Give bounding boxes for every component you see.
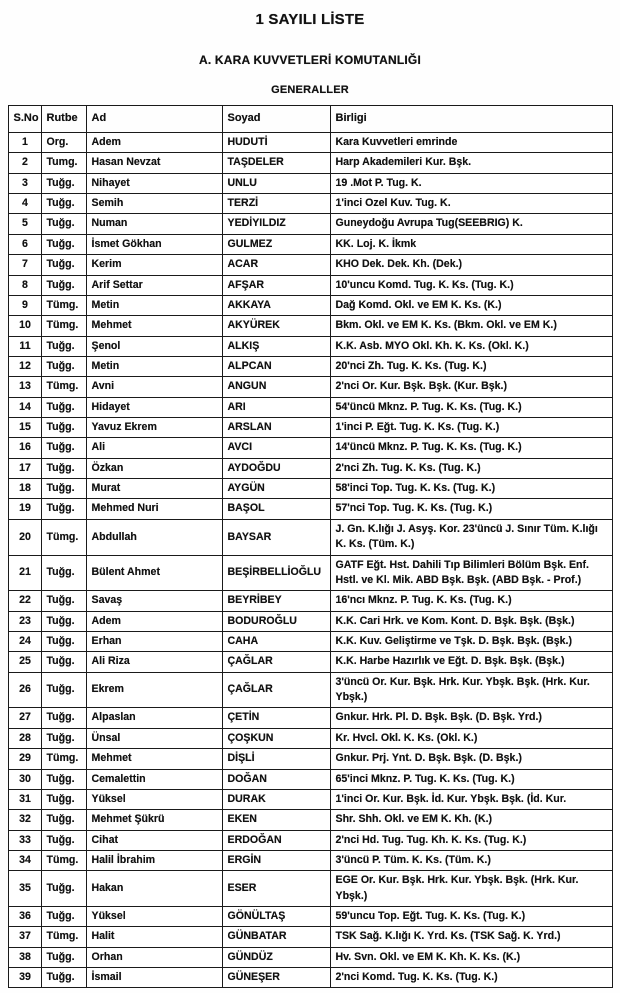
surname-cell: ERDOĞAN: [222, 830, 330, 850]
unit-cell: 65'inci Mknz. P. Tug. K. Ks. (Tug. K.): [330, 769, 612, 789]
rank-cell: Tuğg.: [41, 214, 86, 234]
rank-cell: Tuğg.: [41, 499, 86, 519]
sno-cell: 10: [8, 316, 41, 336]
rank-cell: Tumg.: [41, 153, 86, 173]
sno-cell: 25: [8, 652, 41, 672]
surname-cell: ESER: [222, 871, 330, 907]
unit-cell: K.K. Cari Hrk. ve Kom. Kont. D. Bşk. Bşk. (Bşk.): [330, 611, 612, 631]
firstname-cell: Alpaslan: [86, 708, 222, 728]
surname-cell: UNLU: [222, 173, 330, 193]
rank-cell: Tümg.: [41, 749, 86, 769]
surname-cell: BEYRİBEY: [222, 591, 330, 611]
rank-cell: Tümg.: [41, 850, 86, 870]
firstname-cell: Kerim: [86, 255, 222, 275]
firstname-cell: Yüksel: [86, 789, 222, 809]
surname-cell: AYDOĞDU: [222, 458, 330, 478]
rank-cell: Tuğg.: [41, 968, 86, 988]
sno-cell: 31: [8, 789, 41, 809]
surname-cell: ÇOŞKUN: [222, 728, 330, 748]
unit-cell: 1'inci Ozel Kuv. Tug. K.: [330, 194, 612, 214]
surname-cell: ERGİN: [222, 850, 330, 870]
firstname-cell: Orhan: [86, 947, 222, 967]
rank-cell: Tuğg.: [41, 418, 86, 438]
sno-cell: 18: [8, 479, 41, 499]
unit-cell: Kr. Hvcl. Okl. K. Ks. (Okl. K.): [330, 728, 612, 748]
sno-cell: 21: [8, 555, 41, 591]
table-row: [8, 438, 612, 458]
surname-cell: ARI: [222, 397, 330, 417]
sno-cell: 27: [8, 708, 41, 728]
header-sno: S.No: [8, 106, 41, 133]
sno-cell: 2: [8, 153, 41, 173]
sno-cell: 16: [8, 438, 41, 458]
firstname-cell: Arif Settar: [86, 275, 222, 295]
firstname-cell: Numan: [86, 214, 222, 234]
table-row: [8, 499, 612, 519]
firstname-cell: Erhan: [86, 631, 222, 651]
table-row: [8, 555, 612, 591]
unit-cell: 59'uncu Top. Eğt. Tug. K. Ks. (Tug. K.): [330, 907, 612, 927]
table-row: [8, 295, 612, 315]
firstname-cell: Savaş: [86, 591, 222, 611]
sno-cell: 5: [8, 214, 41, 234]
unit-cell: 3'üncü Or. Kur. Bşk. Hrk. Kur. Ybşk. Bşk. (Hrk. Kur. Ybşk.): [330, 672, 612, 708]
unit-cell: 58'inci Top. Tug. K. Ks. (Tug. K.): [330, 479, 612, 499]
firstname-cell: Adem: [86, 611, 222, 631]
sno-cell: 11: [8, 336, 41, 356]
surname-cell: AVCI: [222, 438, 330, 458]
sno-cell: 37: [8, 927, 41, 947]
sno-cell: 32: [8, 810, 41, 830]
table-row: [8, 810, 612, 830]
surname-cell: ALKIŞ: [222, 336, 330, 356]
rank-cell: Tuğg.: [41, 336, 86, 356]
rank-cell: Tuğg.: [41, 728, 86, 748]
surname-cell: GÜNBATAR: [222, 927, 330, 947]
table-row: [8, 255, 612, 275]
section-heading: GENERALLER: [271, 84, 349, 96]
sno-cell: 13: [8, 377, 41, 397]
table-row: [8, 652, 612, 672]
firstname-cell: Hakan: [86, 871, 222, 907]
rank-cell: Tuğg.: [41, 830, 86, 850]
rank-cell: Tuğg.: [41, 810, 86, 830]
header-row: [8, 106, 612, 133]
unit-cell: Dağ Komd. Okl. ve EM K. Ks. (K.): [330, 295, 612, 315]
surname-cell: ALPCAN: [222, 356, 330, 376]
rank-cell: Tümg.: [41, 927, 86, 947]
firstname-cell: Özkan: [86, 458, 222, 478]
unit-cell: Gnkur. Prj. Ynt. D. Bşk. Bşk. (D. Bşk.): [330, 749, 612, 769]
surname-cell: BEŞİRBELLİOĞLU: [222, 555, 330, 591]
rank-cell: Tuğg.: [41, 397, 86, 417]
sno-cell: 30: [8, 769, 41, 789]
rank-cell: Org.: [41, 133, 86, 153]
firstname-cell: Semih: [86, 194, 222, 214]
firstname-cell: Hasan Nevzat: [86, 153, 222, 173]
table-row: [8, 173, 612, 193]
firstname-cell: Yavuz Ekrem: [86, 418, 222, 438]
sno-cell: 1: [8, 133, 41, 153]
rank-cell: Tuğg.: [41, 907, 86, 927]
page-subtitle: A. KARA KUVVETLERİ KOMUTANLIĞI: [199, 53, 421, 67]
surname-cell: GULMEZ: [222, 234, 330, 254]
rank-cell: Tuğg.: [41, 173, 86, 193]
rank-cell: Tuğg.: [41, 255, 86, 275]
surname-cell: ÇAĞLAR: [222, 672, 330, 708]
sno-cell: 8: [8, 275, 41, 295]
table-row: [8, 234, 612, 254]
sno-cell: 9: [8, 295, 41, 315]
unit-cell: GATF Eğt. Hst. Dahili Tıp Bilimleri Bölüm Bşk. Enf. Hstl. ve Kl. Mik. ABD Bşk. Bşk. (ABD Bşk. - Prof.): [330, 555, 612, 591]
firstname-cell: İsmet Gökhan: [86, 234, 222, 254]
surname-cell: ÇETİN: [222, 708, 330, 728]
sno-cell: 14: [8, 397, 41, 417]
surname-cell: AKYÜREK: [222, 316, 330, 336]
table-row: [8, 850, 612, 870]
generals-table: [8, 105, 613, 988]
unit-cell: 19 .Mot P. Tug. K.: [330, 173, 612, 193]
surname-cell: BAYSAR: [222, 519, 330, 555]
rank-cell: Tuğg.: [41, 708, 86, 728]
table-row: [8, 153, 612, 173]
unit-cell: 57'nci Top. Tug. K. Ks. (Tug. K.): [330, 499, 612, 519]
unit-cell: Kara Kuvvetleri emrinde: [330, 133, 612, 153]
table-header: [8, 106, 612, 133]
rank-cell: Tuğg.: [41, 871, 86, 907]
sno-cell: 20: [8, 519, 41, 555]
surname-cell: BAŞOL: [222, 499, 330, 519]
surname-cell: AKKAYA: [222, 295, 330, 315]
sno-cell: 6: [8, 234, 41, 254]
firstname-cell: Adem: [86, 133, 222, 153]
unit-cell: 2'nci Or. Kur. Bşk. Bşk. (Kur. Bşk.): [330, 377, 612, 397]
firstname-cell: Mehmed Nuri: [86, 499, 222, 519]
scanned-document-page: [0, 11, 620, 993]
firstname-cell: Yüksel: [86, 907, 222, 927]
table-row: [8, 708, 612, 728]
table-row: [8, 316, 612, 336]
table-row: [8, 947, 612, 967]
surname-cell: GÜNDÜZ: [222, 947, 330, 967]
surname-cell: GÜNEŞER: [222, 968, 330, 988]
sno-cell: 39: [8, 968, 41, 988]
surname-cell: HUDUTİ: [222, 133, 330, 153]
surname-cell: ANGUN: [222, 377, 330, 397]
sno-cell: 24: [8, 631, 41, 651]
sno-cell: 36: [8, 907, 41, 927]
table-row: [8, 458, 612, 478]
sno-cell: 22: [8, 591, 41, 611]
unit-cell: Shr. Shh. Okl. ve EM K. Kh. (K.): [330, 810, 612, 830]
firstname-cell: Cemalettin: [86, 769, 222, 789]
unit-cell: 20'nci Zh. Tug. K. Ks. (Tug. K.): [330, 356, 612, 376]
table-row: [8, 871, 612, 907]
sno-cell: 17: [8, 458, 41, 478]
sno-cell: 7: [8, 255, 41, 275]
sno-cell: 23: [8, 611, 41, 631]
table-row: [8, 968, 612, 988]
table-row: [8, 728, 612, 748]
firstname-cell: İsmail: [86, 968, 222, 988]
table-row: [8, 377, 612, 397]
firstname-cell: Ekrem: [86, 672, 222, 708]
surname-cell: YEDİYILDIZ: [222, 214, 330, 234]
rank-cell: Tümg.: [41, 519, 86, 555]
unit-cell: J. Gn. K.lığı J. Asyş. Kor. 23'üncü J. Sınır Tüm. K.lığı K. Ks. (Tüm. K.): [330, 519, 612, 555]
firstname-cell: Nihayet: [86, 173, 222, 193]
rank-cell: Tuğg.: [41, 234, 86, 254]
unit-cell: TSK Sağ. K.lığı K. Yrd. Ks. (TSK Sağ. K. Yrd.): [330, 927, 612, 947]
sno-cell: 3: [8, 173, 41, 193]
firstname-cell: Bülent Ahmet: [86, 555, 222, 591]
unit-cell: KK. Loj. K. İkmk: [330, 234, 612, 254]
unit-cell: Hv. Svn. Okl. ve EM K. Kh. K. Ks. (K.): [330, 947, 612, 967]
unit-cell: K.K. Asb. MYO Okl. Kh. K. Ks. (Okl. K.): [330, 336, 612, 356]
table-row: [8, 336, 612, 356]
sno-cell: 35: [8, 871, 41, 907]
rank-cell: Tuğg.: [41, 591, 86, 611]
table-row: [8, 631, 612, 651]
table-row: [8, 356, 612, 376]
rank-cell: Tuğg.: [41, 194, 86, 214]
unit-cell: 3'üncü P. Tüm. K. Ks. (Tüm. K.): [330, 850, 612, 870]
table-row: [8, 749, 612, 769]
firstname-cell: Mehmet Şükrü: [86, 810, 222, 830]
header-first: Ad: [86, 106, 222, 133]
rank-cell: Tuğg.: [41, 769, 86, 789]
firstname-cell: Abdullah: [86, 519, 222, 555]
sno-cell: 4: [8, 194, 41, 214]
firstname-cell: Şenol: [86, 336, 222, 356]
surname-cell: BODUROĞLU: [222, 611, 330, 631]
surname-cell: ACAR: [222, 255, 330, 275]
header-surname: Soyad: [222, 106, 330, 133]
surname-cell: CAHA: [222, 631, 330, 651]
sno-cell: 19: [8, 499, 41, 519]
firstname-cell: Mehmet: [86, 316, 222, 336]
unit-cell: Harp Akademileri Kur. Bşk.: [330, 153, 612, 173]
rank-cell: Tuğg.: [41, 631, 86, 651]
surname-cell: AYGÜN: [222, 479, 330, 499]
rank-cell: Tuğg.: [41, 438, 86, 458]
page-title: 1 SAYILI LİSTE: [255, 11, 365, 28]
firstname-cell: Ünsal: [86, 728, 222, 748]
rank-cell: Tuğg.: [41, 672, 86, 708]
table-row: [8, 611, 612, 631]
table-row: [8, 672, 612, 708]
unit-cell: 16'ncı Mknz. P. Tug. K. Ks. (Tug. K.): [330, 591, 612, 611]
unit-cell: 1'inci Or. Kur. Bşk. İd. Kur. Ybşk. Bşk. (İd. Kur.: [330, 789, 612, 809]
rank-cell: Tuğg.: [41, 458, 86, 478]
unit-cell: EGE Or. Kur. Bşk. Hrk. Kur. Ybşk. Bşk. (Hrk. Kur. Ybşk.): [330, 871, 612, 907]
table-row: [8, 194, 612, 214]
table-row: [8, 397, 612, 417]
table-row: [8, 789, 612, 809]
rank-cell: Tümg.: [41, 316, 86, 336]
unit-cell: 2'nci Komd. Tug. K. Ks. (Tug. K.): [330, 968, 612, 988]
firstname-cell: Metin: [86, 356, 222, 376]
surname-cell: EKEN: [222, 810, 330, 830]
unit-cell: 2'nci Hd. Tug. Tug. Kh. K. Ks. (Tug. K.): [330, 830, 612, 850]
sno-cell: 26: [8, 672, 41, 708]
firstname-cell: Ali Riza: [86, 652, 222, 672]
sno-cell: 28: [8, 728, 41, 748]
sno-cell: 29: [8, 749, 41, 769]
firstname-cell: Cihat: [86, 830, 222, 850]
rank-cell: Tuğg.: [41, 947, 86, 967]
header-rank: Rutbe: [41, 106, 86, 133]
table-row: [8, 275, 612, 295]
surname-cell: DOĞAN: [222, 769, 330, 789]
table-row: [8, 907, 612, 927]
table-row: [8, 133, 612, 153]
unit-cell: Gnkur. Hrk. Pl. D. Bşk. Bşk. (D. Bşk. Yrd.): [330, 708, 612, 728]
table-row: [8, 927, 612, 947]
firstname-cell: Halit: [86, 927, 222, 947]
unit-cell: 10'uncu Komd. Tug. K. Ks. (Tug. K.): [330, 275, 612, 295]
table-row: [8, 418, 612, 438]
firstname-cell: Murat: [86, 479, 222, 499]
sno-cell: 15: [8, 418, 41, 438]
firstname-cell: Avni: [86, 377, 222, 397]
rank-cell: Tuğg.: [41, 652, 86, 672]
rank-cell: Tümg.: [41, 377, 86, 397]
surname-cell: ÇAĞLAR: [222, 652, 330, 672]
table-row: [8, 769, 612, 789]
table-row: [8, 214, 612, 234]
table-row: [8, 830, 612, 850]
firstname-cell: Halil İbrahim: [86, 850, 222, 870]
rank-cell: Tuğg.: [41, 356, 86, 376]
unit-cell: 14'üncü Mknz. P. Tug. K. Ks. (Tug. K.): [330, 438, 612, 458]
table-row: [8, 519, 612, 555]
rank-cell: Tümg.: [41, 295, 86, 315]
surname-cell: GÖNÜLTAŞ: [222, 907, 330, 927]
table-row: [8, 479, 612, 499]
unit-cell: K.K. Kuv. Geliştirme ve Tşk. D. Bşk. Bşk. (Bşk.): [330, 631, 612, 651]
sno-cell: 38: [8, 947, 41, 967]
rank-cell: Tuğg.: [41, 611, 86, 631]
unit-cell: 1'inci P. Eğt. Tug. K. Ks. (Tug. K.): [330, 418, 612, 438]
unit-cell: K.K. Harbe Hazırlık ve Eğt. D. Bşk. Bşk. (Bşk.): [330, 652, 612, 672]
surname-cell: DİŞLİ: [222, 749, 330, 769]
surname-cell: TERZİ: [222, 194, 330, 214]
sno-cell: 34: [8, 850, 41, 870]
surname-cell: TAŞDELER: [222, 153, 330, 173]
unit-cell: Guneydoğu Avrupa Tug(SEEBRIG) K.: [330, 214, 612, 234]
firstname-cell: Hidayet: [86, 397, 222, 417]
table-body: [8, 133, 612, 988]
surname-cell: ARSLAN: [222, 418, 330, 438]
surname-cell: AFŞAR: [222, 275, 330, 295]
rank-cell: Tuğg.: [41, 479, 86, 499]
unit-cell: Bkm. Okl. ve EM K. Ks. (Bkm. Okl. ve EM K.): [330, 316, 612, 336]
firstname-cell: Ali: [86, 438, 222, 458]
firstname-cell: Metin: [86, 295, 222, 315]
unit-cell: 54'üncü Mknz. P. Tug. K. Ks. (Tug. K.): [330, 397, 612, 417]
header-unit: Birligi: [330, 106, 612, 133]
table-row: [8, 591, 612, 611]
sno-cell: 12: [8, 356, 41, 376]
rank-cell: Tuğg.: [41, 789, 86, 809]
rank-cell: Tuğg.: [41, 555, 86, 591]
firstname-cell: Mehmet: [86, 749, 222, 769]
sno-cell: 33: [8, 830, 41, 850]
surname-cell: DURAK: [222, 789, 330, 809]
unit-cell: KHO Dek. Dek. Kh. (Dek.): [330, 255, 612, 275]
rank-cell: Tuğg.: [41, 275, 86, 295]
unit-cell: 2'nci Zh. Tug. K. Ks. (Tug. K.): [330, 458, 612, 478]
